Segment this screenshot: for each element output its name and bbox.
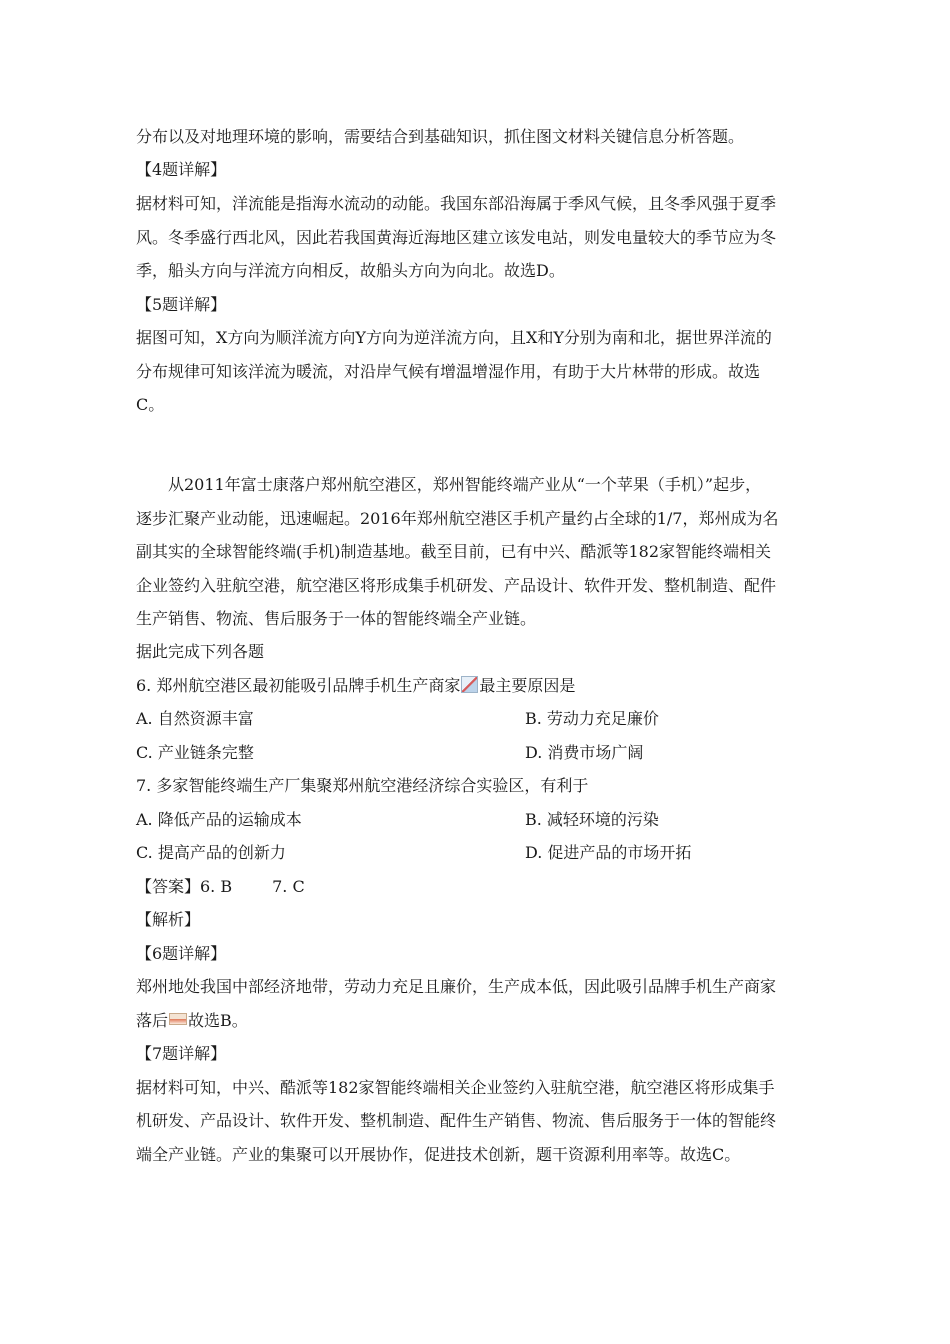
text-line: 端全产业链。产业的集聚可以开展协作，促进技术创新，题干资源利用率等。故选C。	[136, 1145, 741, 1164]
text-line: 风。冬季盛行西北风，因此若我国黄海近海地区建立该发电站，则发电量较大的季节应为冬	[136, 228, 777, 247]
text-line: 分布以及对地理环境的影响，需要结合到基础知识，抓住图文材料关键信息分析答题。	[136, 127, 745, 146]
option-7c: C. 提高产品的创新力	[136, 843, 286, 862]
text-fragment: 故选B。	[188, 1011, 248, 1030]
analysis-heading: 【解析】	[136, 910, 201, 929]
material-line: 企业签约入驻航空港，航空港区将形成集手机研发、产品设计、软件开发、整机制造、配件	[136, 576, 777, 595]
option-6b: B. 劳动力充足廉价	[525, 709, 659, 728]
text-fragment: 落后	[136, 1011, 169, 1030]
option-6a: A. 自然资源丰富	[136, 709, 254, 728]
material-line: 逐步汇聚产业动能，迅速崛起。2016年郑州航空港区手机产量约占全球的1/7，郑州成为名	[136, 509, 779, 528]
option-6d: D. 消费市场广阔	[525, 743, 644, 762]
broken-image-icon	[169, 1013, 187, 1025]
question-6-text-a: 6. 郑州航空港区最初能吸引品牌手机生产商家	[136, 676, 461, 695]
option-6c: C. 产业链条完整	[136, 743, 254, 762]
question-6	[136, 675, 816, 697]
heading-q5-detail: 【5题详解】	[136, 295, 227, 314]
text-line: 据材料可知，中兴、酷派等182家智能终端相关企业签约入驻航空港，航空港区将形成集手	[136, 1078, 775, 1097]
text-line: 据材料可知，洋流能是指海水流动的动能。我国东部沿海属于季风气候，且冬季风强于夏季	[136, 194, 777, 213]
broken-image-icon	[461, 676, 478, 693]
option-7a: A. 降低产品的运输成本	[136, 810, 302, 829]
heading-q6-detail: 【6题详解】	[136, 944, 227, 963]
text-line: 分布规律可知该洋流为暖流，对沿岸气候有增温增湿作用，有助于大片林带的形成。故选	[136, 362, 761, 381]
material-line: 副其实的全球智能终端(手机)制造基地。截至目前，已有中兴、酷派等182家智能终端相关	[136, 542, 772, 561]
text-line: 据图可知，X方向为顺洋流方向Y方向为逆洋流方向，且X和Y分别为南和北，据世界洋流的	[136, 328, 772, 347]
answer-line	[136, 876, 816, 898]
material-line: 从2011年富士康落户郑州航空港区，郑州智能终端产业从“一个苹果（手机）”起步，	[168, 475, 762, 494]
question-6-text-b: 最主要原因是	[479, 676, 576, 695]
heading-q7-detail: 【7题详解】	[136, 1044, 227, 1063]
text-line: 机研发、产品设计、软件开发、整机制造、配件生产销售、物流、售后服务于一体的智能终	[136, 1111, 777, 1130]
answer-7: 7. C	[272, 877, 305, 896]
option-7b: B. 减轻环境的污染	[525, 810, 659, 829]
question-7: 7. 多家智能终端生产厂集聚郑州航空港经济综合实验区，有利于	[136, 776, 589, 795]
option-7d: D. 促进产品的市场开拓	[525, 843, 692, 862]
answer-6: 【答案】6. B	[136, 877, 233, 896]
task-instruction: 据此完成下列各题	[136, 642, 265, 661]
text-line: 郑州地处我国中部经济地带，劳动力充足且廉价，生产成本低，因此吸引品牌手机生产商家	[136, 977, 777, 996]
material-line: 生产销售、物流、售后服务于一体的智能终端全产业链。	[136, 609, 537, 628]
heading-q4-detail: 【4题详解】	[136, 160, 227, 179]
text-line: C。	[136, 395, 165, 414]
text-line	[136, 1010, 816, 1032]
text-line: 季，船头方向与洋流方向相反，故船头方向为向北。故选D。	[136, 261, 565, 280]
